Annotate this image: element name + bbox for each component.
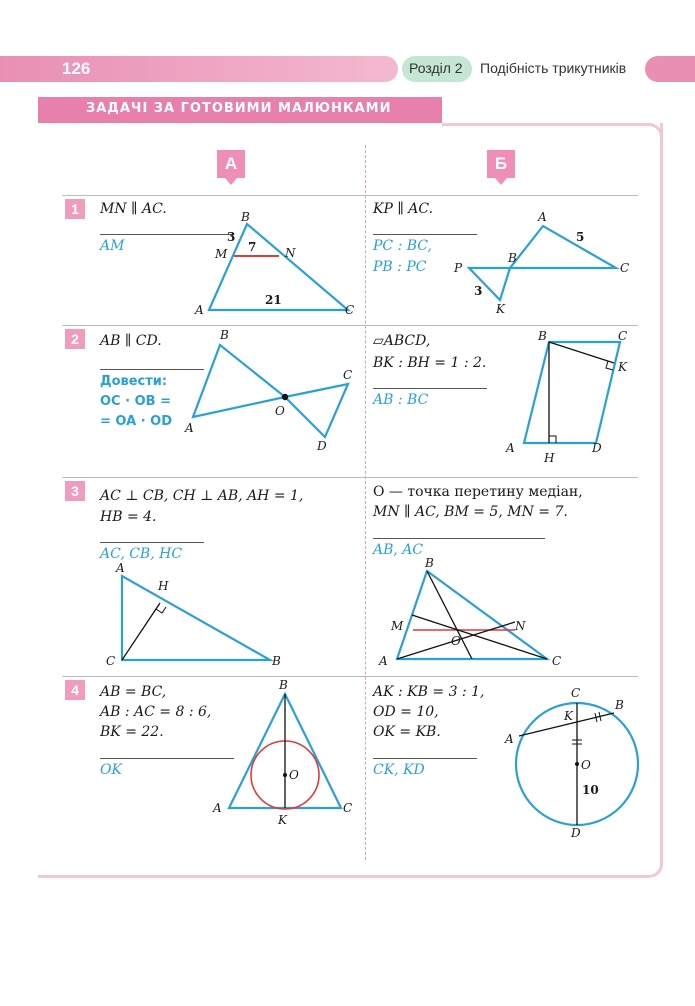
task4a-figure: [205, 680, 365, 830]
task1a-figure: [185, 210, 365, 320]
task1b-answer2: PB : PC: [373, 259, 427, 275]
svg-text:7: 7: [248, 240, 257, 254]
task4a-answer: OK: [100, 762, 122, 778]
svg-text:21: 21: [265, 293, 282, 307]
chapter-label: Розділ 2: [409, 60, 463, 76]
task3a-text2: HB = 4.: [100, 509, 157, 525]
svg-text:B: B: [425, 556, 434, 570]
svg-text:O: O: [289, 768, 299, 782]
task4b-text3: OK = KB.: [373, 724, 441, 740]
svg-text:A: A: [538, 210, 547, 224]
svg-text:3: 3: [227, 230, 236, 244]
svg-text:A: A: [213, 801, 222, 815]
task2a-eq1: OC · OB =: [100, 394, 171, 409]
task2a-text: AB ∥ CD.: [100, 333, 162, 349]
task-number-3: 3: [65, 481, 85, 501]
task4a-text1: AB = BC,: [100, 684, 167, 700]
svg-text:B: B: [220, 328, 229, 342]
svg-text:B: B: [538, 329, 547, 343]
task3b-answer: AB, AC: [373, 542, 424, 558]
svg-text:5: 5: [576, 230, 585, 244]
task3b-text1: O — точка перетину медіан,: [373, 484, 583, 500]
svg-text:H: H: [544, 451, 555, 465]
task4b-figure: [500, 682, 650, 842]
header-band-right: [645, 56, 695, 82]
svg-text:C: C: [571, 686, 581, 700]
svg-text:D: D: [592, 441, 602, 455]
svg-text:O: O: [581, 758, 591, 772]
row-line-4: [62, 676, 638, 677]
task3b-figure: [375, 555, 575, 670]
svg-text:A: A: [505, 732, 514, 746]
task2a-prove: Довести:: [100, 374, 168, 389]
svg-text:H: H: [158, 579, 169, 593]
column-tag-a: А: [217, 150, 245, 178]
task2a-figure: [185, 328, 365, 460]
task1a-answer: AM: [100, 238, 125, 254]
svg-text:B: B: [241, 210, 250, 224]
row-line-1: [62, 195, 638, 196]
page-number: 126: [62, 59, 91, 78]
task1b-figure: [450, 210, 630, 320]
svg-text:B: B: [508, 251, 517, 265]
svg-text:B: B: [615, 698, 624, 712]
task4b-text2: OD = 10,: [373, 704, 439, 720]
row-line-2: [62, 325, 638, 326]
task1b-text: KP ∥ AC.: [373, 201, 434, 217]
task2b-answer: AB : BC: [373, 392, 429, 408]
task4a-text2: AB : AC = 8 : 6,: [100, 704, 212, 720]
svg-text:O: O: [275, 404, 285, 418]
svg-text:N: N: [285, 246, 296, 260]
svg-text:D: D: [571, 826, 581, 840]
svg-text:K: K: [564, 709, 573, 723]
svg-text:C: C: [106, 654, 116, 668]
section-title: ЗАДАЧІ ЗА ГОТОВИМИ МАЛЮНКАМИ: [86, 101, 392, 116]
task2a-eq2: = OA · OD: [100, 414, 173, 429]
task3a-figure: [100, 560, 300, 670]
svg-text:K: K: [278, 813, 287, 827]
task-number-1: 1: [65, 199, 85, 219]
svg-text:P: P: [454, 261, 463, 275]
frame-corner: [630, 123, 663, 156]
frame-top: [442, 123, 646, 126]
svg-text:N: N: [515, 619, 526, 633]
svg-text:C: C: [552, 654, 562, 668]
task3b-text2: MN ∥ AC, BM = 5, MN = 7.: [373, 504, 568, 520]
svg-text:A: A: [379, 654, 388, 668]
svg-text:C: C: [620, 261, 630, 275]
svg-text:M: M: [215, 247, 228, 261]
svg-text:M: M: [391, 619, 404, 633]
task4a-text3: BK = 22.: [100, 724, 164, 740]
task1a-text: MN ∥ AC.: [100, 201, 167, 217]
svg-text:C: C: [343, 368, 353, 382]
svg-text:C: C: [618, 329, 628, 343]
column-divider: [365, 145, 366, 860]
answer-line: [373, 758, 477, 759]
svg-text:A: A: [185, 421, 194, 435]
task3a-text1: AC ⊥ CB, CH ⊥ AB, AH = 1,: [100, 488, 304, 504]
task1b-answer1: PC : BC,: [373, 238, 432, 254]
task-number-4: 4: [65, 680, 85, 700]
answer-line: [373, 388, 487, 389]
chapter-title: Подібність трикутників: [480, 60, 627, 76]
task2b-text2: BK : BH = 1 : 2.: [373, 355, 487, 371]
svg-text:3: 3: [474, 284, 483, 298]
svg-text:A: A: [195, 303, 204, 317]
svg-text:B: B: [272, 654, 281, 668]
svg-text:K: K: [496, 302, 505, 316]
task2b-text1: ▱ABCD,: [373, 333, 431, 349]
svg-text:B: B: [279, 678, 288, 692]
task-number-2: 2: [65, 329, 85, 349]
svg-text:C: C: [345, 303, 355, 317]
task4b-text1: AK : KB = 3 : 1,: [373, 684, 485, 700]
svg-text:10: 10: [582, 783, 599, 797]
svg-text:D: D: [317, 439, 327, 453]
answer-line: [373, 538, 545, 539]
svg-text:C: C: [343, 801, 353, 815]
svg-text:A: A: [506, 441, 515, 455]
svg-text:A: A: [116, 561, 125, 575]
task2b-figure: [500, 330, 640, 465]
answer-line: [100, 542, 204, 543]
task3a-answer: AC, CB, HC: [100, 546, 183, 562]
row-line-3: [62, 477, 638, 478]
task4b-answer: CK, KD: [373, 762, 425, 778]
header-band-left: [0, 56, 398, 82]
column-tag-b: Б: [487, 150, 515, 178]
svg-text:O: O: [451, 634, 461, 648]
svg-text:K: K: [618, 360, 627, 374]
